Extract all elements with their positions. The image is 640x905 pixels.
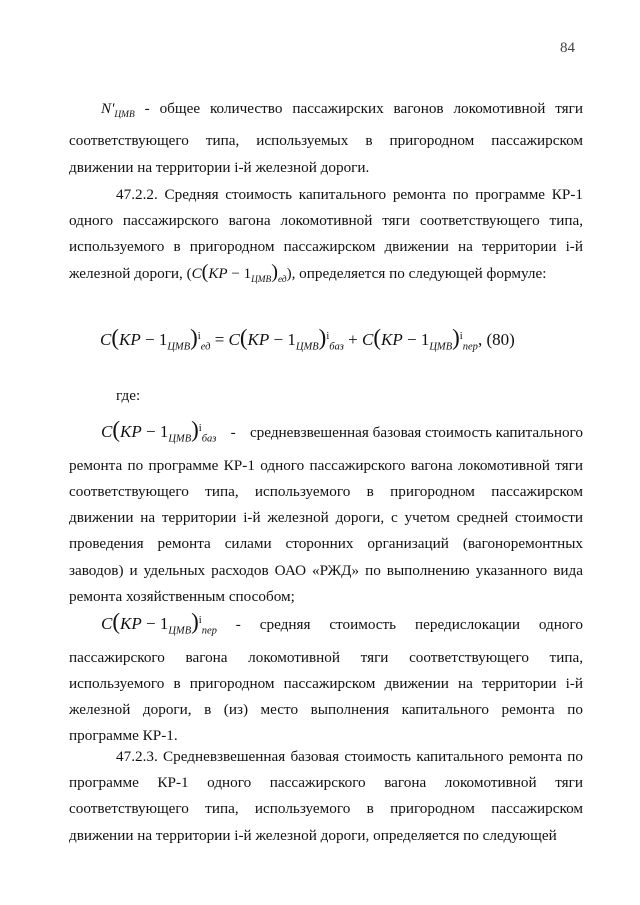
symbol-per: $C(KP - 1_{ЦМВ})^i_{пер}$ [101, 608, 217, 637]
definition-per-text: пассажирского вагона локомотивной тяги соответствующего типа, используемого в пригородном пассажирском движении на территории i-й железной дороги, в (из) место выполнения капитального ремонта по программе КР-1. [69, 648, 583, 745]
definition-per: $C(KP - 1_{ЦМВ})^i_{пер}$ - средняя стоимость передислокации одного пассажирского вагона локомотивной тяги соответствующего типа, используемого в пригородном пассажирском движении на территории i-й железной дороги, в (из) место выполнения капитального ремонта по программе КР-1. [69, 608, 583, 750]
paragraph-47-2-3: 47.2.3. Средневзвешенная базовая стоимость капитального ремонта по программе КР-1 одного пассажирского вагона локомотивной тяги соответствующего типа, используемого в пригородном пассажирском движении на территории i-й железной дороги, определяется по следующей [69, 748, 583, 844]
definition-baz: $C(KP - 1_{ЦМВ})^i_{баз}$ - средневзвешенная базовая стоимость капитального ремонта по программе КР-1 одного пассажирского вагона локомотивной тяги соответствующего типа, используемого в пригородном пассажирском движении на территории i-й железной дороги, с учетом средней стоимости проведения ремонта силами сторонних организаций (вагоноремонтных заводов) и удельных расходов ОАО «РЖД» по выполнению указанного вида ремонта хозяйственным способом; [69, 416, 583, 610]
paragraph-47-2-2-tail: , определяется по следующей формуле: [291, 264, 547, 282]
formula-80: $C(KP - 1_{ЦМВ})^i_{ед} = C(KP - 1_{ЦМВ})^i_{баз} + C(KP - 1_{ЦМВ})^i_{пер}$, (80) [100, 325, 515, 353]
page-number: 84 [560, 40, 575, 56]
definition-n-cmv [69, 96, 583, 181]
definition-baz-text: ремонта по программе КР-1 одного пассажирского вагона локомотивной тяги соответствующего типа, используемого в пригородном пассажирском движении на территории i-й железной дороги, с учетом средней стоимости проведения ремонта силами сторонних организаций (вагоноремонтных заводов) и удельных расходов ОАО «РЖД» по выполнению указанного вида ремонта хозяйственным способом; [69, 456, 583, 605]
definition-baz-lead: средневзвешенная базовая стоимость капитального [249, 423, 583, 441]
formula-number: , (80) [477, 330, 515, 349]
paragraph-47-2-2 [69, 182, 583, 293]
where-label: где: [116, 387, 141, 404]
paragraph-47-2-2-text: 47.2.2. Средняя стоимость капитального ремонта по программе КР-1 одного пассажирского вагона локомотивной тяги соответствующего типа, используемого в пригородном пассажирском движении на территории i-й железной дороги, [69, 186, 583, 282]
definition-n-cmv-text: - общее количество пассажирских вагонов локомотивной тяги соответствующего типа, используемых в пригородном пассажирском движении на территории i-й железной дороги. [69, 100, 583, 176]
inline-formula-ed: $(C(KP - 1_{ЦМВ})_{ед})$ [186, 260, 292, 285]
symbol-baz: $C(KP - 1_{ЦМВ})^i_{баз}$ [101, 416, 217, 445]
symbol-n-cmv: $N'_{ЦМВ}$ [101, 100, 135, 121]
